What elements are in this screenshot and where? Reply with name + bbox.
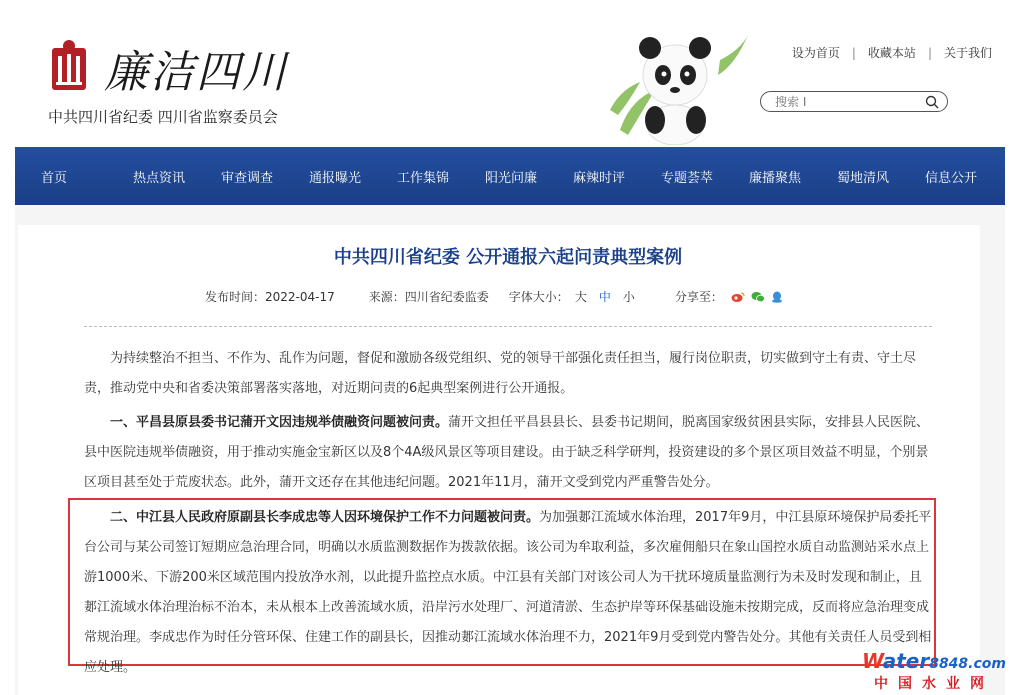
wechat-icon[interactable] [751,291,765,303]
article-title: 中共四川省纪委 公开通报六起问责典型案例 [333,247,683,268]
case1-paragraph [84,408,934,498]
publish-label: 发布时间： [205,290,266,304]
font-large-button[interactable]: 大 [574,290,587,304]
case2-paragraph [84,503,934,683]
case1-body: 蒲开文担任平昌县县长、县委书记期间，脱离国家级贫困县实际，安排县人民医院、县中医院违规举债融资，用于推动实施金宝新区以及8个4A级风景区等项目建设。由于缺乏科学研判，投资建设的多个景区项目效益不明显，个别景区项目甚至处于荒废状态。此外，蒲开文还存在其他违纪问题。2021年11月，蒲开文受到党内严重警告处分。 [84,415,930,490]
case1-heading: 一、平昌县原县委书记蒲开文因违规举债融资问题被问责。 [110,415,449,430]
nav-item-exposure[interactable]: 通报曝光 [309,170,362,186]
main-nav [15,147,1005,205]
nav-item-commentary[interactable]: 麻辣时评 [573,170,626,186]
divider [84,326,932,327]
weibo-icon[interactable] [731,291,745,303]
nav-item-topics[interactable]: 专题荟萃 [661,170,714,186]
nav-item-investigation[interactable]: 审查调查 [221,170,274,186]
nav-item-sunshine-inquiry[interactable]: 阳光问廉 [485,170,538,186]
nav-item-info-disclosure[interactable]: 信息公开 [925,170,978,186]
case2-heading: 二、中江县人民政府原副县长李成忠等人因环境保护工作不力问题被问责。 [110,510,540,525]
case2-body: 为加强郪江流域水体治理，2017年9月，中江县原环境保护局委托平台公司与某公司签订短期应急治理合同，明确以水质监测数据作为拨款依据。该公司为牟取利益，多次雇佣船只在象山国控水质自动监测站采水点上游1000米、下游200米区域范围内投放净水剂，以此提升监控点水质。中江县有关部门对该公司人为干扰环境质量监测行为未及时发现和制止，且郪江流域水体治理治标不治本，未从根本上改善流域水质，沿岸污水处理厂、河道清淤、生态护岸等环保基础设施未按期完成，反而将应急治理变成常规治理。李成忠作为时任分管环保、住建工作的副县长，因推动郪江流域水体治理不力，2021年9月受到党内警告处分。其他有关责任人员受到相应处理。 [84,510,932,675]
set-homepage-link[interactable]: 设为首页 [791,46,840,60]
search-icon[interactable] [925,95,939,109]
site-subtitle: 中共四川省纪委 四川省监察委员会 [48,108,278,126]
nav-item-shu-breeze[interactable]: 蜀地清风 [837,170,890,186]
nav-item-hot-news[interactable]: 热点资讯 [133,170,186,186]
site-header [0,0,1016,147]
about-us-link[interactable]: 关于我们 [943,46,992,60]
watermark-tagline: 中国水业网 [874,676,994,692]
article-meta [205,288,783,305]
emblem-icon [50,38,88,92]
bookmark-link[interactable]: 收藏本站 [867,46,916,60]
source-label: 来源： [368,290,405,304]
font-medium-button[interactable]: 中 [598,290,611,304]
publish-date: 2022-04-17 [265,289,335,304]
source-value: 四川省纪委监委 [404,290,489,304]
separator: | [927,45,932,60]
panda-illustration-icon [600,20,750,145]
watermark-brand: Water8848.com [862,649,1006,673]
top-links [792,44,992,61]
search-input[interactable] [775,95,925,109]
font-size-label: 字体大小： [508,290,569,304]
qq-icon[interactable] [771,291,783,303]
font-small-button[interactable]: 小 [622,290,635,304]
search-box [760,91,948,112]
nav-item-work-highlights[interactable]: 工作集锦 [397,170,450,186]
watermark [862,650,1006,693]
intro-paragraph: 为持续整治不担当、不作为、乱作为问题，督促和激励各级党组织、党的领导干部强化责任担当，履行岗位职责，切实做到守土有责、守土尽责，推动党中央和省委决策部署落实落地，对近期问责的6起典型案例进行公开通报。 [84,351,917,396]
nav-item-broadcast[interactable]: 廉播聚焦 [749,170,802,186]
nav-item-home[interactable]: 首页 [41,170,68,186]
site-logo-title: 廉洁四川 [104,47,288,98]
separator: | [851,45,856,60]
share-label: 分享至： [674,290,723,304]
